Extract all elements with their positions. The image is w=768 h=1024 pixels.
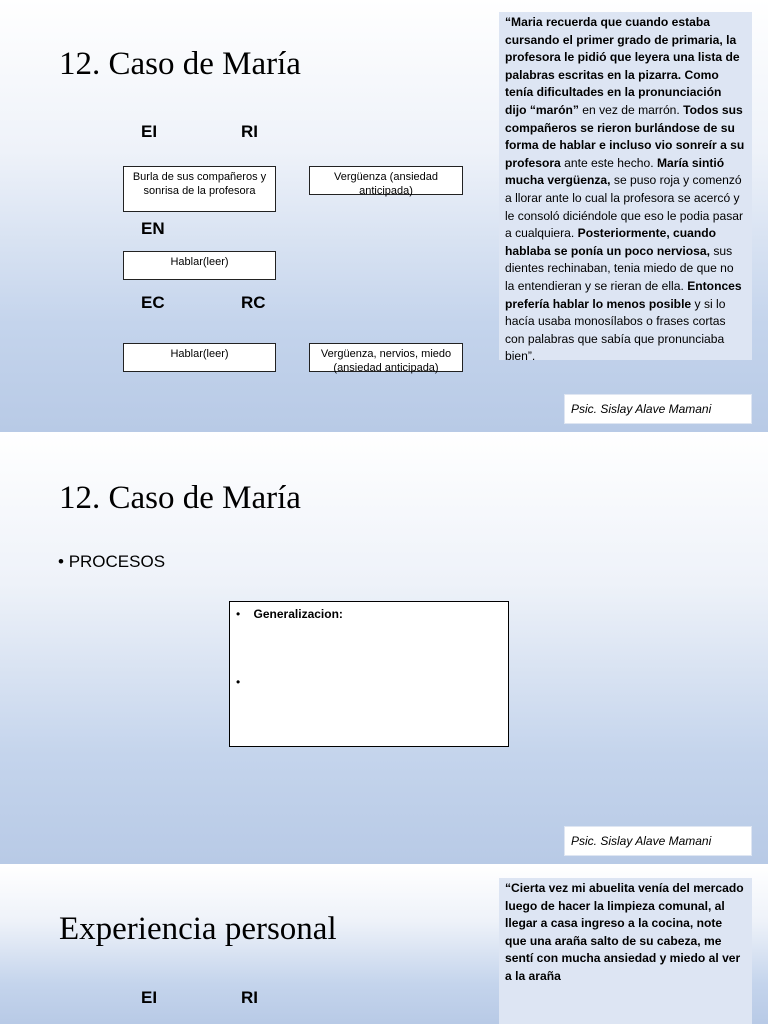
label-ri: RI bbox=[241, 988, 258, 1007]
quote-run: “Maria recuerda que cuando estaba cursando el primer grado de primaria, la profesora le pidió que leyera una lista de palabras escritas en la pizarra. Como tenía dificultades en la pronunciación dijo bbox=[505, 15, 740, 117]
label-ri: RI bbox=[241, 122, 258, 141]
bullet-empty: • bbox=[236, 675, 241, 689]
quote-run: ante este hecho. bbox=[564, 155, 657, 170]
quote-run: en vez de marrón. bbox=[578, 102, 684, 117]
slide-experiencia-personal bbox=[0, 866, 768, 1024]
generalizacion-text: Generalizacion: bbox=[253, 607, 343, 621]
bullet-procesos: • PROCESOS bbox=[58, 552, 166, 571]
box-ri: Vergüenza (ansiedad anticipada) bbox=[309, 166, 463, 195]
label-ei: EI bbox=[141, 122, 158, 141]
quote-run: “Cierta vez mi abuelita venía del mercado luego de hacer la limpieza comunal, al llegar a casa ingreso a la cocina, note que una araña salto de su cabeza, me sentí con mucha ansiedad y miedo al ver a la araña bbox=[505, 881, 744, 983]
slide-title: 12. Caso de María bbox=[59, 480, 301, 516]
bullet-generalizacion: • Generalizacion: bbox=[236, 607, 343, 621]
quote-run: Posteriormente, cuando hablaba se ponía un poco nerviosa, bbox=[505, 226, 717, 258]
processes-box bbox=[229, 601, 509, 747]
quote-run: Entonces prefería hablar lo menos posible bbox=[505, 278, 742, 311]
author-signature: Psic. Sislay Alave Mamani bbox=[564, 826, 752, 856]
case-quote bbox=[499, 12, 752, 364]
label-ei: EI bbox=[141, 988, 158, 1007]
box-ec: Hablar(leer) bbox=[123, 343, 276, 372]
quote-run: y si lo hacía usaba monosílabos o frases cortas con palabras que sabía que pronunciaba bien”. bbox=[505, 296, 726, 364]
slide-caso-maria-2 bbox=[0, 432, 768, 864]
slide-title: 12. Caso de María bbox=[59, 46, 301, 82]
author-signature: Psic. Sislay Alave Mamani bbox=[564, 394, 752, 424]
label-ec: EC bbox=[141, 293, 165, 312]
box-ei: Burla de sus compañeros y sonrisa de la profesora bbox=[123, 166, 276, 212]
quote-run: “marón” bbox=[529, 102, 579, 117]
quote-run: vio sonreír a su profesora bbox=[505, 138, 745, 170]
bullet-procesos-text: PROCESOS bbox=[68, 552, 166, 571]
slide-caso-maria-1 bbox=[0, 0, 768, 432]
quote-run: sus dientes rechinaban, tenia miedo de que no la entendieran y se rieran de ella. bbox=[505, 243, 734, 293]
box-rc: Vergüenza, nervios, miedo (ansiedad anticipada) bbox=[309, 343, 463, 372]
label-en: EN bbox=[141, 219, 165, 238]
quote-run: Todos sus compañeros se rieron burlándose de su forma de hablar e incluso bbox=[505, 102, 743, 153]
experience-quote bbox=[499, 878, 752, 1024]
box-en: Hablar(leer) bbox=[123, 251, 276, 280]
slide-title: Experiencia personal bbox=[59, 911, 337, 947]
quote-run: María sintió mucha vergüenza, bbox=[505, 155, 725, 188]
label-rc: RC bbox=[241, 293, 266, 312]
quote-run: se puso roja y comenzó a llorar ante lo cual la profesora se acercó y le consoló diciéndole que eso le podia pasar a cualquiera. bbox=[505, 173, 744, 241]
